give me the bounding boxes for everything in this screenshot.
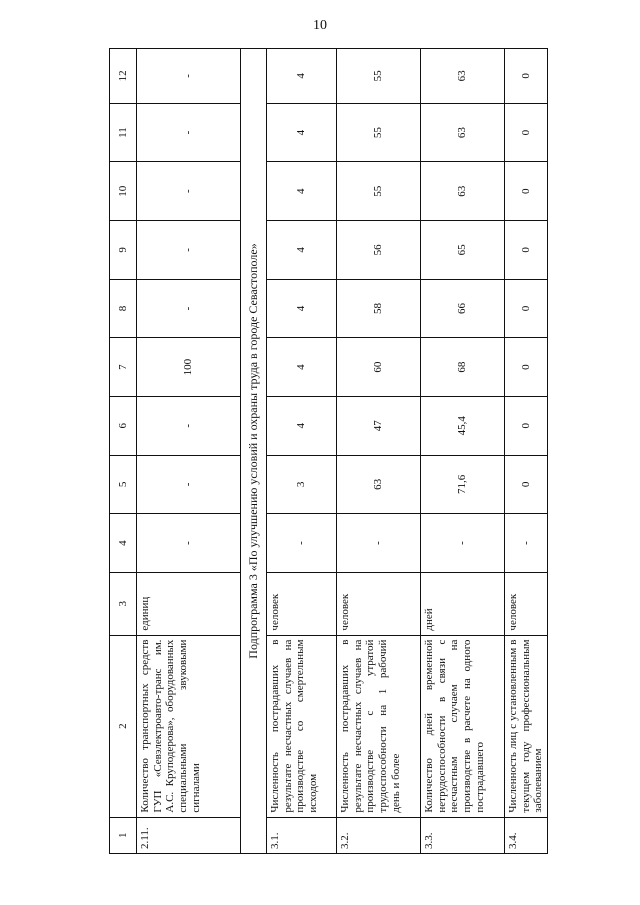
header-cell: 11 (110, 103, 137, 162)
header-cell: 1 (110, 817, 137, 853)
value-cell: 66 (421, 279, 505, 338)
indicators-table (109, 48, 548, 854)
value-cell: 68 (421, 338, 505, 397)
value-cell: 63 (421, 49, 505, 104)
value-cell: - (337, 514, 421, 573)
value-cell: 0 (505, 103, 548, 162)
page-number: 10 (313, 18, 327, 33)
table-row (267, 49, 337, 854)
value-cell: 4 (267, 279, 337, 338)
value-cell: 0 (505, 221, 548, 280)
value-cell: - (137, 103, 241, 162)
header-cell: 2 (110, 635, 137, 817)
indicator-name: Численность лиц с установленным в текущем году профессиональным заболеванием (505, 635, 548, 817)
value-cell: 4 (267, 103, 337, 162)
row-number: 3.1. (267, 817, 337, 853)
indicator-name: Количество дней временной нетрудоспособности в связи с несчастным случаем на производстве в расчете на одного пострадавшего (421, 635, 505, 817)
value-cell: 0 (505, 338, 548, 397)
row-number: 2.11. (137, 817, 241, 853)
row-number: 3.3. (421, 817, 505, 853)
value-cell: 71,6 (421, 455, 505, 514)
value-cell: 4 (267, 49, 337, 104)
rotated-table-container (109, 48, 545, 854)
value-cell: 55 (337, 162, 421, 221)
header-cell: 9 (110, 221, 137, 280)
header-cell: 8 (110, 279, 137, 338)
section-row (241, 49, 267, 854)
value-cell: 0 (505, 455, 548, 514)
value-cell: 4 (267, 162, 337, 221)
unit-cell: дней (421, 572, 505, 635)
unit-cell: человек (505, 572, 548, 635)
row-number: 3.2. (337, 817, 421, 853)
value-cell: 3 (267, 455, 337, 514)
value-cell: 63 (421, 103, 505, 162)
value-cell: 63 (421, 162, 505, 221)
value-cell: 0 (505, 279, 548, 338)
value-cell: 63 (337, 455, 421, 514)
header-cell: 10 (110, 162, 137, 221)
value-cell: 55 (337, 103, 421, 162)
value-cell: 0 (505, 162, 548, 221)
value-cell: 56 (337, 221, 421, 280)
value-cell: 100 (137, 338, 241, 397)
value-cell: 58 (337, 279, 421, 338)
unit-cell: человек (267, 572, 337, 635)
value-cell: 4 (267, 338, 337, 397)
value-cell: - (137, 162, 241, 221)
value-cell: 47 (337, 396, 421, 455)
table-row (337, 49, 421, 854)
value-cell: - (137, 396, 241, 455)
value-cell: - (137, 221, 241, 280)
table-row (137, 49, 241, 854)
header-cell: 6 (110, 396, 137, 455)
header-cell: 7 (110, 338, 137, 397)
value-cell: 55 (337, 49, 421, 104)
header-cell: 12 (110, 49, 137, 104)
indicator-name: Количество транспортных средств ГУП «Севэлектроавто-транс им. А.С. Круподерова», оборудованных специальными звуковыми сигналами (137, 635, 241, 817)
table-row (505, 49, 548, 854)
indicator-name: Численность пострадавших в результате несчастных случаев на производстве с утратой трудоспособности на 1 рабочий день и более (337, 635, 421, 817)
value-cell: 45,4 (421, 396, 505, 455)
value-cell: 4 (267, 396, 337, 455)
indicator-name: Численность пострадавших в результате несчастных случаев на производстве со смертельным исходом (267, 635, 337, 817)
header-cell: 5 (110, 455, 137, 514)
table-row (421, 49, 505, 854)
value-cell: - (267, 514, 337, 573)
section-title: Подпрограмма 3 «По улучшению условий и охраны труда в городе Севастополе» (241, 49, 267, 854)
header-cell: 4 (110, 514, 137, 573)
header-row (110, 49, 137, 854)
value-cell: 0 (505, 396, 548, 455)
value-cell: - (421, 514, 505, 573)
row-number: 3.4. (505, 817, 548, 853)
value-cell: - (505, 514, 548, 573)
value-cell: 0 (505, 49, 548, 104)
value-cell: 60 (337, 338, 421, 397)
header-cell: 3 (110, 572, 137, 635)
value-cell: - (137, 514, 241, 573)
value-cell: 65 (421, 221, 505, 280)
unit-cell: единиц (137, 572, 241, 635)
value-cell: - (137, 49, 241, 104)
unit-cell: человек (337, 572, 421, 635)
value-cell: 4 (267, 221, 337, 280)
value-cell: - (137, 279, 241, 338)
value-cell: - (137, 455, 241, 514)
